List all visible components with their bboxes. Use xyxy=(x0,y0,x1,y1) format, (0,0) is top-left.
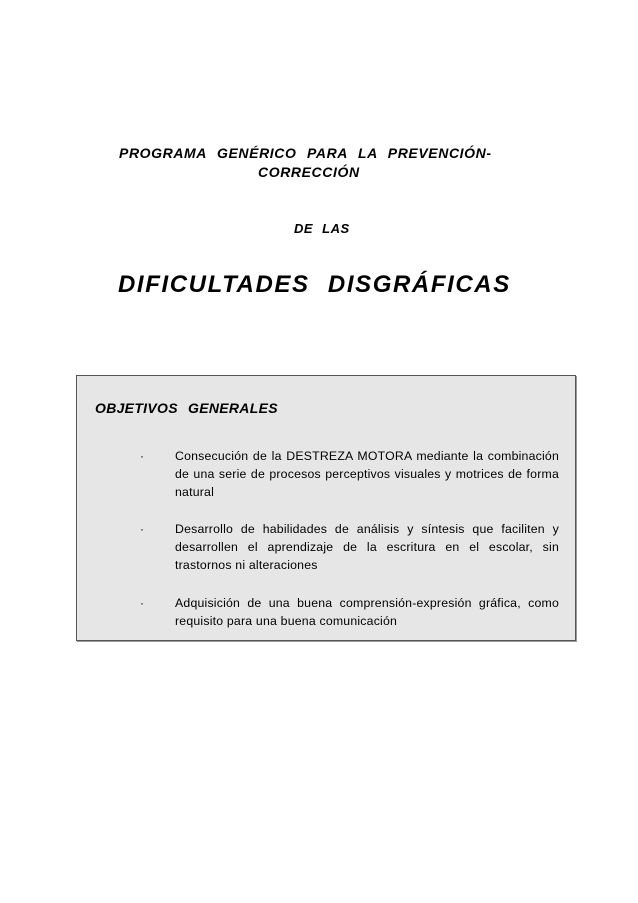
bullet-icon: · xyxy=(140,522,144,536)
objectives-box xyxy=(76,375,576,641)
objective-text-1: Consecución de la DESTREZA MOTORA mediante la combinación de una serie de procesos perceptivos visuales y motrices de forma natural xyxy=(175,449,559,499)
objectives-heading: OBJETIVOS GENERALES xyxy=(95,400,278,416)
objective-text-3: Adquisición de una buena comprensión-expresión gráfica, como requisito para una buena comunicación xyxy=(175,596,559,628)
objective-text-2: Desarrollo de habilidades de análisis y síntesis que faciliten y desarrollen el aprendizaje de la escritura en el escolar, sin trastornos ni alteraciones xyxy=(175,522,559,572)
bullet-icon: · xyxy=(140,449,144,463)
title-line-3: DE LAS xyxy=(294,221,350,236)
main-heading: DIFICULTADES DISGRÁFICAS xyxy=(118,271,511,298)
title-line-2: CORRECCIÓN xyxy=(258,164,360,180)
title-line-1: PROGRAMA GENÉRICO PARA LA PREVENCIÓN- xyxy=(119,145,492,161)
bullet-icon: · xyxy=(140,596,144,610)
